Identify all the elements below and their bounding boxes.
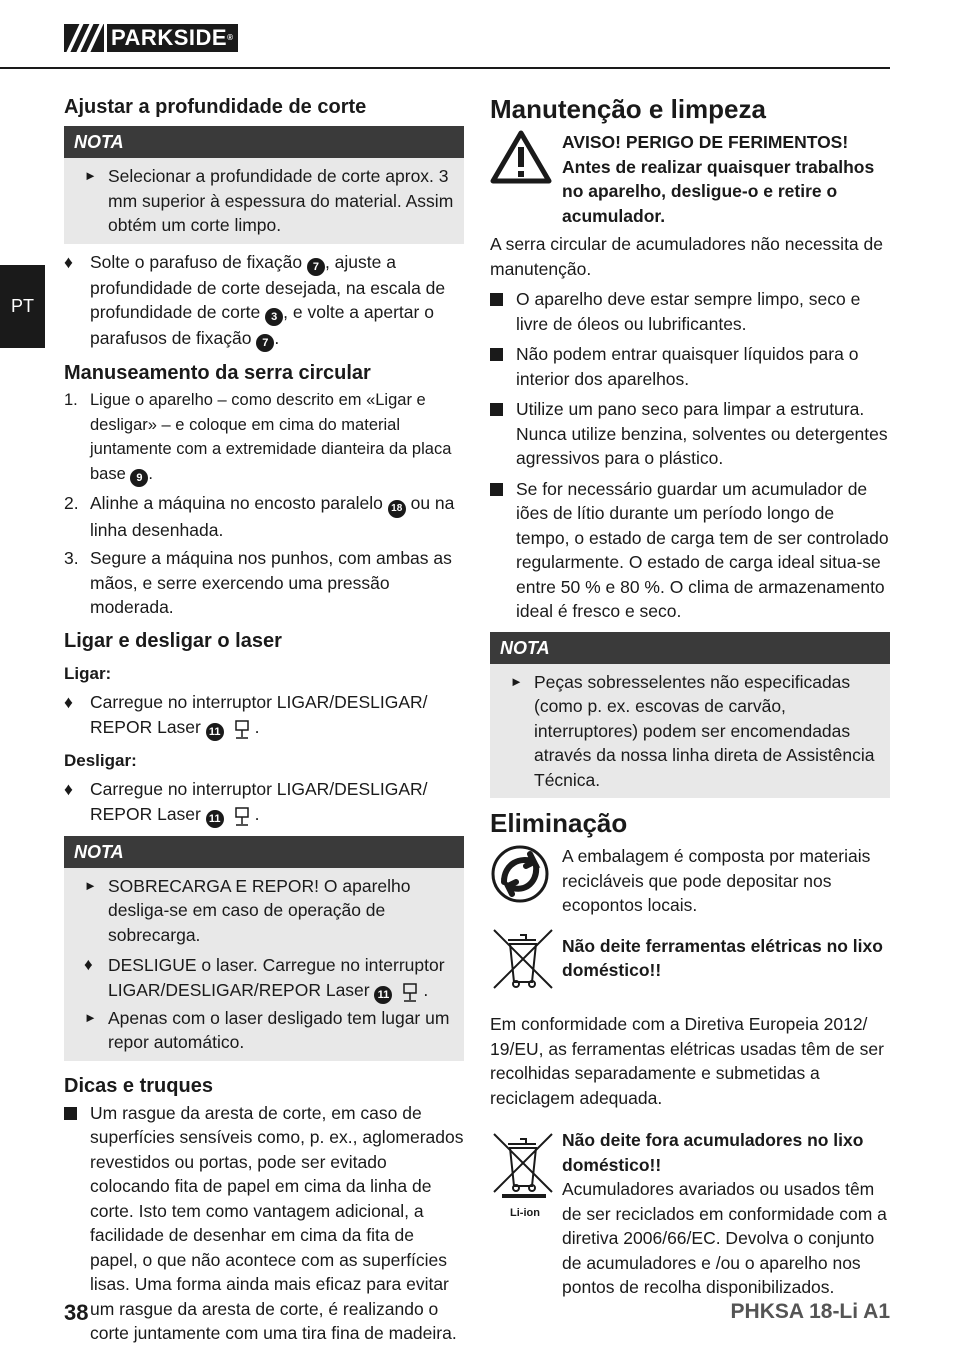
- warning-text: AVISO! PERIGO DE FERIMENTOS! Antes de realizar quaisquer trabalhos no aparelho, desligue-o e retire o acumulador.: [562, 132, 875, 226]
- list-item: 2. Alinhe a máquina no encosto paralelo 18 ou na linha desenhada.: [64, 492, 455, 540]
- ref-number: 11: [206, 723, 224, 741]
- diamond-bullet-icon: ♦: [84, 955, 93, 974]
- list-item: ♦ Carregue no interruptor LIGAR/DESLIGAR/ REPOR Laser 11 .: [64, 777, 464, 828]
- arrow-icon: ►: [84, 1009, 97, 1025]
- note-item: ► SOBRECARGA E REPOR! O aparelho desliga-se em caso de operação de sobrecarga.: [74, 874, 454, 948]
- diamond-bullet-icon: ♦: [64, 779, 73, 799]
- recycling-text: A embalagem é composta por materiais recicláveis que pode depositar nos ecopontos locais.: [562, 846, 871, 915]
- weee-warning: Não deite ferramentas elétricas no lixo doméstico!!: [562, 935, 883, 980]
- section-title-handling: Manuseamento da serra circular: [64, 362, 371, 384]
- square-bullet-icon: [490, 287, 516, 336]
- ref-number: 18: [388, 500, 406, 518]
- crossed-bin-icon: [490, 926, 562, 999]
- ref-number: 7: [256, 334, 274, 352]
- sub-label-on: Ligar:: [64, 663, 112, 683]
- note-box-depth: [64, 126, 464, 244]
- language-tab: PT: [0, 265, 45, 348]
- square-bullet-icon: [490, 477, 516, 624]
- list-item: ♦ Solte o parafuso de fixação 7 , ajuste a profundidade de corte desejada, na escala de profundidade de corte 3 , e volte a apertar o parafusos de fixação 7 .: [64, 250, 464, 353]
- list-item: Não podem entrar quaisquer líquidos para o interior dos aparelhos.: [490, 342, 890, 391]
- square-bullet-icon: [490, 342, 516, 391]
- list-item: Se for necessário guardar um acumulador de iões de lítio durante um período longo de tempo, o estado de carga tem de ser controlado regularmente. O estado de carga ideal situa-se entre 50 % e 80 %. O clima de armazenamento ideal é fresco e seco.: [490, 477, 890, 624]
- list-item: Um rasgue da aresta de corte, em caso de superfícies sensíveis como, p. ex., aglomerados revestidos ou portas, pode ser evitado colocando fita de papel em cima da linha de corte. Isto tem como vantagem adicional, a facilidade de desenhar em cima da fita de papel, o que não acontece com as superfícies lisas. Uma forma ainda mais eficaz para evitar um rasgue da aresta de corte, é realizando o corte juntamente com uma tira fina de madeira.: [64, 1101, 464, 1346]
- ref-number: 11: [374, 986, 392, 1004]
- logo-slashes: [64, 24, 104, 52]
- note-box-parts: [490, 632, 890, 799]
- laser-icon: [229, 806, 255, 826]
- note-heading: NOTA: [64, 836, 464, 868]
- list-item: O aparelho deve estar sempre limpo, seco e livre de óleos ou lubrificantes.: [490, 287, 890, 336]
- arrow-icon: ►: [510, 673, 523, 689]
- section-title-laser: Ligar e desligar o laser: [64, 629, 282, 652]
- ref-number: 3: [265, 308, 283, 326]
- section-title-maintenance: Manutenção e limpeza: [490, 94, 766, 124]
- arrow-icon: ►: [84, 877, 97, 893]
- note-text: Peças sobresselentes não especificadas (como p. ex. escovas de carvão, interruptores) podem ser encomendadas através da nossa linha direta de Assistência Técnica.: [534, 671, 875, 790]
- note-heading: NOTA: [490, 632, 890, 664]
- right-column: [490, 92, 890, 1300]
- page-number: 38: [64, 1300, 89, 1325]
- header-rule: [0, 67, 890, 69]
- laser-icon: [397, 982, 423, 1002]
- arrow-icon: ►: [84, 168, 97, 183]
- ref-number: 11: [206, 810, 224, 828]
- note-heading: NOTA: [64, 126, 464, 158]
- list-item: Utilize um pano seco para limpar a estrutura. Nunca utilize benzina, solventes ou detergentes agressivos para o plástico.: [490, 397, 890, 471]
- square-bullet-icon: [490, 397, 516, 471]
- laser-icon: [229, 719, 255, 739]
- liion-label: Li-ion: [510, 1206, 540, 1219]
- diamond-bullet-icon: ♦: [64, 692, 73, 712]
- battery-text: Acumuladores avariados ou usados têm de ser reciclados em conformidade com a diretiva 2006/66/EC. Devolva o conjunto de acumuladores e /ou o aparelho nos pontos de recolha disponibilizados.: [562, 1179, 887, 1297]
- ref-number: 7: [307, 258, 325, 276]
- note-item: ► Apenas com o laser desligado tem lugar um repor automático.: [74, 1006, 454, 1055]
- weee-text: Em conformidade com a Diretiva Europeia 2012/ 19/EU, as ferramentas elétricas usadas têm de ser recolhidas separadamente e submetidas a reciclagem adequada.: [490, 1014, 884, 1108]
- list-item: 3. Segure a máquina nos punhos, com ambas as mãos, e serre exercendo uma pressão moderada.: [64, 548, 452, 617]
- note-box-laser: [64, 836, 464, 1061]
- ref-number: 9: [130, 469, 148, 487]
- battery-bin-icon: [490, 1128, 562, 1300]
- note-text: Selecionar a profundidade de corte aprox. 3 mm superior à espessura do material. Assim obtém um corte limpo.: [108, 166, 454, 235]
- left-column: [64, 92, 464, 1346]
- battery-warning: Não deite fora acumuladores no lixo doméstico!!: [562, 1130, 864, 1175]
- logo-text: PARKSIDE: [111, 25, 228, 50]
- list-item: 1. Ligue o aparelho – como descrito em «Ligar e desligar» – e coloque em cima do material juntamente com a extremidade dianteira da placa base 9 .: [64, 388, 464, 487]
- note-item: ♦ DESLIGUE o laser. Carregue no interruptor LIGAR/DESLIGAR/REPOR Laser 11 .: [74, 953, 454, 1004]
- sub-label-off: Desligar:: [64, 750, 137, 770]
- section-title-tips: Dicas e truques: [64, 1074, 213, 1097]
- recycling-icon: [490, 844, 562, 918]
- warning-icon: [490, 130, 562, 228]
- diamond-bullet-icon: ♦: [64, 251, 73, 272]
- section-title-depth: Ajustar a profundidade de corte: [64, 96, 367, 118]
- intro-text: A serra circular de acumuladores não necessita de manutenção.: [490, 234, 883, 279]
- parkside-logo: PARKSIDE®: [64, 24, 238, 52]
- model-name: PHKSA 18-Li A1: [730, 1300, 890, 1323]
- list-item: ♦ Carregue no interruptor LIGAR/DESLIGAR/ REPOR Laser 11 .: [64, 690, 464, 741]
- section-title-disposal: Eliminação: [490, 808, 628, 838]
